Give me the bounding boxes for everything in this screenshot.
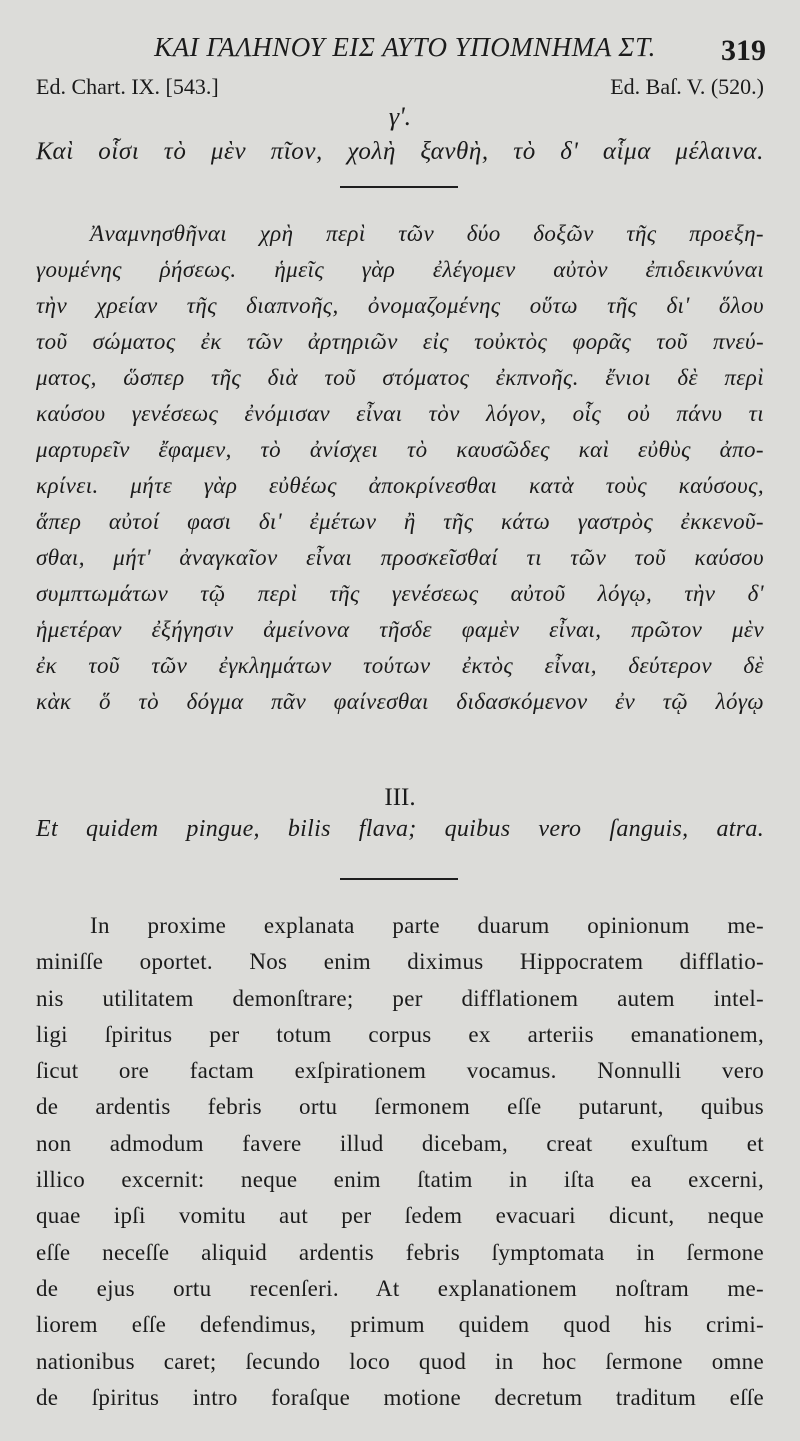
latin-line: nationibus caret; ſecundo loco quod in hoc ſermone omne: [36, 1348, 764, 1374]
greek-lemma: Καὶ οἷσι τὸ μὲν πῖον, χολὴ ξανθὴ, τὸ δ' αἷμα μέλαινα.: [36, 138, 764, 165]
greek-line: γουμένης ῥήσεως. ἡμεῖς γὰρ ἐλέγομεν αὐτὸν ἐπιδεικνύναι: [36, 257, 764, 282]
greek-line: ἅπερ αὐτοί φασι δι' ἐμέτων ἢ τῆς κάτω γαστρὸς ἐκκενοῦ-: [36, 509, 764, 534]
edition-chartier: Ed. Chart. IX. [543.]: [36, 74, 219, 99]
greek-line: κρίνει. μήτε γὰρ εὐθέως ἀποκρίνεσθαι κατὰ τοὺς καύσους,: [36, 473, 764, 498]
greek-line: σθαι, μήτ' ἀναγκαῖον εἶναι προσκεῖσθαί τι τῶν τοῦ καύσου: [36, 545, 764, 570]
greek-line: ἡμετέραν ἐξήγησιν ἀμείνονα τῆσδε φαμὲν εἶναι, πρῶτον μὲν: [36, 617, 764, 642]
edition-basel: Ed. Baſ. V. (520.): [610, 74, 764, 99]
greek-line: ἐκ τοῦ τῶν ἐγκλημάτων τούτων ἐκτὸς εἶναι, δεύτερον δὲ: [36, 653, 764, 678]
latin-line: ligi ſpiritus per totum corpus ex arteriis emanationem,: [36, 1021, 764, 1047]
section-divider: [340, 186, 458, 188]
greek-line: μαρτυρεῖν ἔφαμεν, τὸ ἀνίσχει τὸ καυσῶδες καὶ εὐθὺς ἀπο-: [36, 437, 764, 462]
greek-commentary: [36, 216, 764, 720]
latin-line: quae ipſi vomitu aut per ſedem evacuari dicunt, neque: [36, 1203, 764, 1229]
edition-line: [36, 74, 764, 104]
section-divider: [340, 878, 458, 880]
latin-commentary: [36, 908, 764, 1416]
greek-line: ματος, ὥσπερ τῆς διὰ τοῦ στόματος ἐκπνοῆς. ἔνιοι δὲ περὶ: [36, 365, 764, 390]
greek-line: κὰκ ὅ τὸ δόγμα πᾶν φαίνεσθαι διδασκόμενον ἐν τῷ λόγῳ: [36, 689, 764, 714]
latin-line: liorem eſſe defendimus, primum quidem quod his crimi-: [36, 1312, 764, 1338]
greek-line: τοῦ σώματος ἐκ τῶν ἀρτηριῶν εἰς τοὐκτὸς φορᾶς τοῦ πνεύ-: [36, 329, 764, 354]
greek-line: καύσου γενέσεως ἐνόμισαν εἶναι τὸν λόγον, οἷς οὐ πάνυ τι: [36, 401, 764, 426]
latin-line: In proxime explanata parte duarum opinionum me-: [90, 913, 764, 938]
latin-line: eſſe neceſſe aliquid ardentis febris ſymptomata in ſermone: [36, 1239, 764, 1265]
latin-line: ſicut ore factam exſpirationem vocamus. Nonnulli vero: [36, 1058, 764, 1084]
latin-line: illico excernit: neque enim ſtatim in iſta ea excerni,: [36, 1167, 764, 1193]
latin-lemma: Et quidem pingue, bilis flava; quibus vero ſanguis, atra.: [36, 816, 764, 842]
greek-line: Ἀναμνησθῆναι χρὴ περὶ τῶν δύο δοξῶν τῆς προεξη-: [90, 221, 764, 246]
page-number: 319: [721, 34, 766, 67]
greek-line: συμπτωμάτων τῷ περὶ τῆς γενέσεως αὐτοῦ λόγῳ, τὴν δ': [36, 581, 764, 606]
latin-line: de ardentis febris ortu ſermonem eſſe putarunt, quibus: [36, 1094, 764, 1120]
latin-line: non admodum favere illud dicebam, creat exuſtum et: [36, 1130, 764, 1156]
running-head: [0, 30, 800, 70]
greek-section-number: γ'.: [388, 102, 412, 131]
latin-line: de ſpiritus intro foraſque motione decretum traditum eſſe: [36, 1384, 764, 1410]
latin-line: nis utilitatem demonſtrare; per difflationem autem intel-: [36, 985, 764, 1011]
running-title: ΚΑΙ ΓΑΛΗΝΟΥ ΕΙΣ ΑΥΤΟ ΥΠΟΜΝΗΜΑ ΣΤ.: [154, 32, 656, 62]
greek-line: τὴν χρείαν τῆς διαπνοῆς, ὀνομαζομένης οὕτω τῆς δι' ὅλου: [36, 293, 764, 318]
latin-section-number: III.: [384, 784, 416, 811]
latin-line: de ejus ortu recenſeri. At explanationem noſtram me-: [36, 1275, 764, 1301]
latin-line: miniſſe oportet. Nos enim diximus Hippocratem difflatio-: [36, 949, 764, 975]
